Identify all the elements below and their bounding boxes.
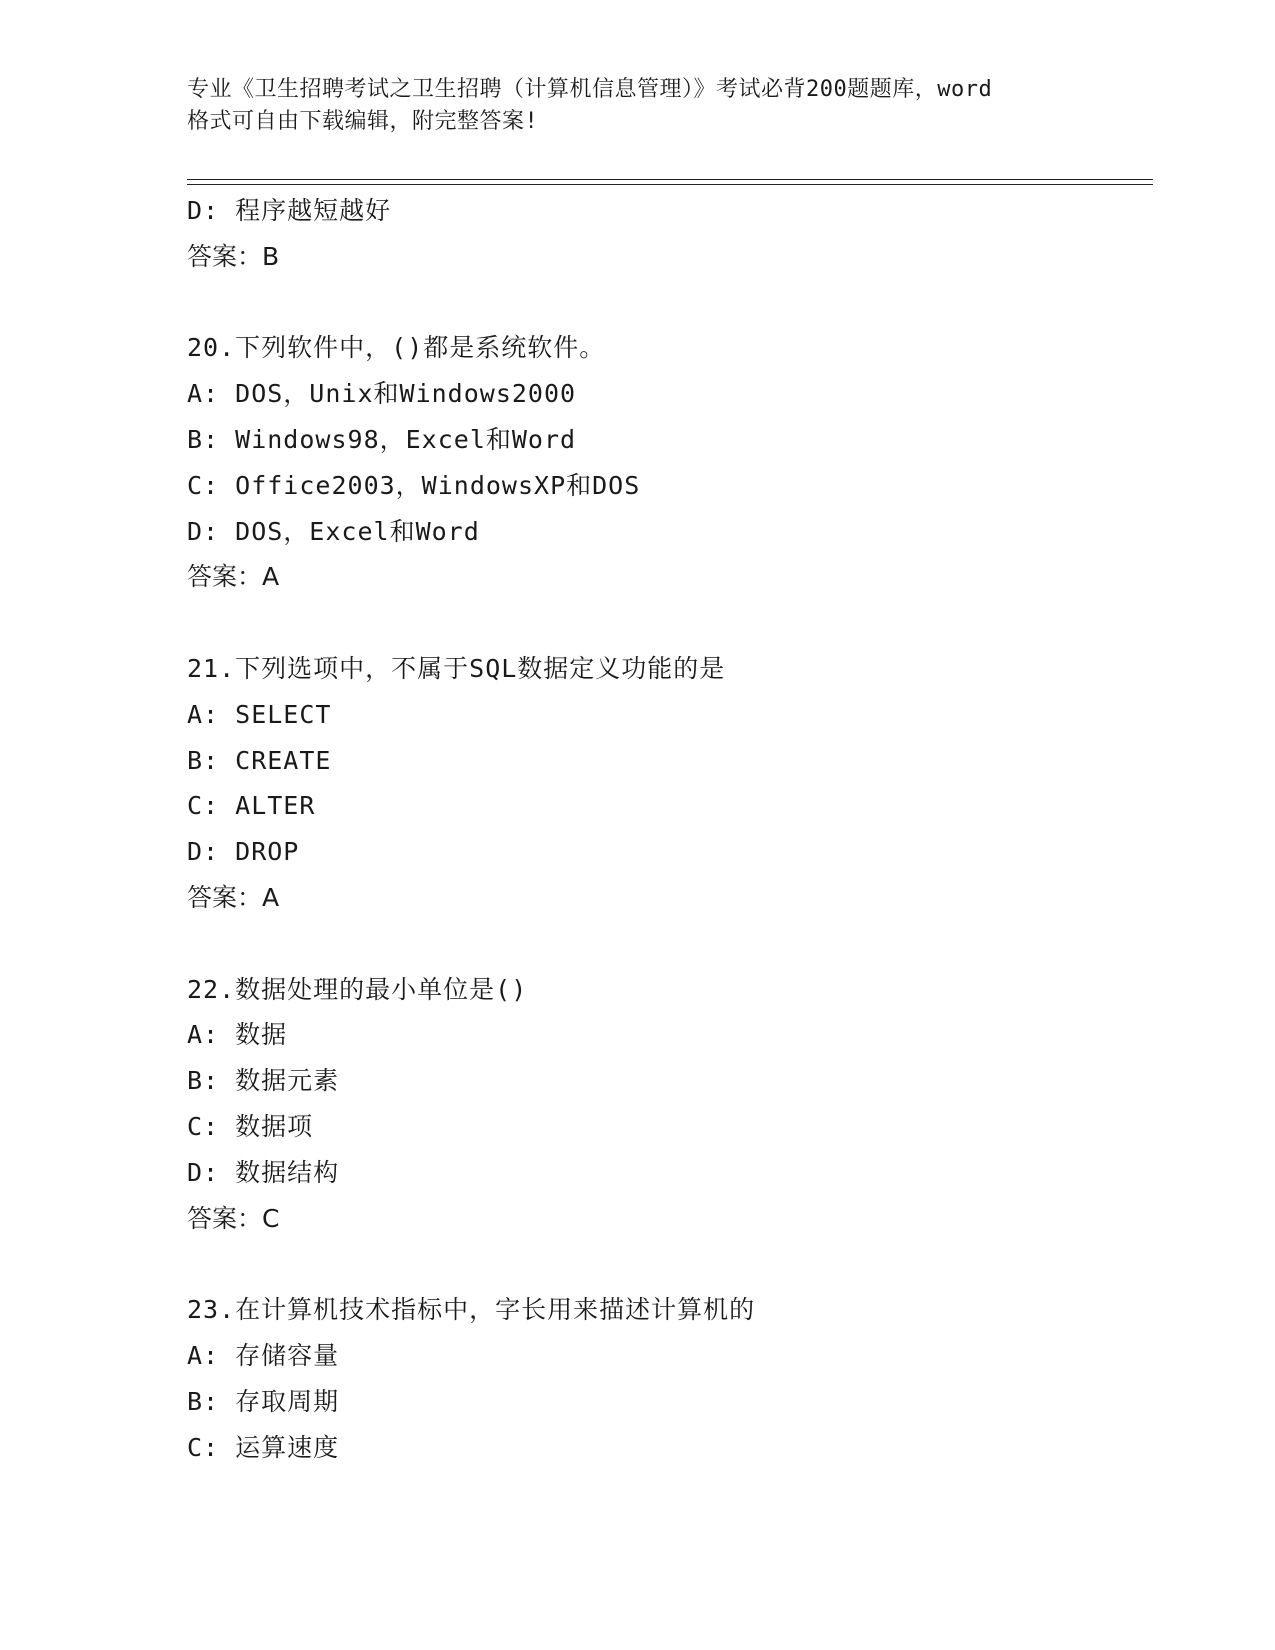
option-c: C: 数据项: [187, 1111, 314, 1141]
option-d: D: DROP: [187, 837, 300, 867]
option-c: C: Office2003，WindowsXP和DOS: [187, 470, 641, 500]
header-line-1: 专业《卫生招聘考试之卫生招聘（计算机信息管理）》考试必背200题题库，word: [187, 77, 993, 102]
answer: 答案：C: [187, 1203, 280, 1233]
option-b: B: CREATE: [187, 745, 332, 775]
option-a: A: 数据: [187, 1020, 288, 1050]
answer: 答案：B: [187, 241, 280, 271]
option-c: C: 运算速度: [187, 1432, 340, 1462]
answer: 答案：A: [187, 882, 280, 912]
question-22: 22.数据处理的最小单位是(): [187, 974, 528, 1004]
spacer: [187, 921, 1147, 967]
option-a: A: SELECT: [187, 699, 332, 729]
question-20: 20.下列软件中，()都是系统软件。: [187, 333, 606, 363]
option-d: D: 程序越短越好: [187, 196, 392, 225]
question-21: 21.下列选项中，不属于SQL数据定义功能的是: [187, 653, 726, 683]
header-rule-top: [187, 179, 1153, 180]
option-b: B: Windows98，Excel和Word: [187, 424, 577, 454]
option-d: D: 数据结构: [187, 1157, 340, 1187]
option-d: D: DOS，Excel和Word: [187, 516, 480, 546]
option-a: A: DOS，Unix和Windows2000: [187, 379, 577, 409]
spacer: [187, 1241, 1147, 1287]
header-rule-bottom: [187, 184, 1153, 185]
answer: 答案：A: [187, 562, 280, 592]
spacer: [187, 280, 1147, 326]
document-body: [187, 188, 1147, 1470]
question-23: 23.在计算机技术指标中，字长用来描述计算机的: [187, 1295, 756, 1325]
spacer: [187, 600, 1147, 646]
option-b: B: 存取周期: [187, 1386, 340, 1416]
option-b: B: 数据元素: [187, 1066, 340, 1096]
header-line-2: 格式可自由下载编辑，附完整答案!: [187, 109, 539, 134]
option-a: A: 存储容量: [187, 1340, 340, 1370]
document-header: [187, 74, 1087, 138]
option-c: C: ALTER: [187, 791, 316, 821]
